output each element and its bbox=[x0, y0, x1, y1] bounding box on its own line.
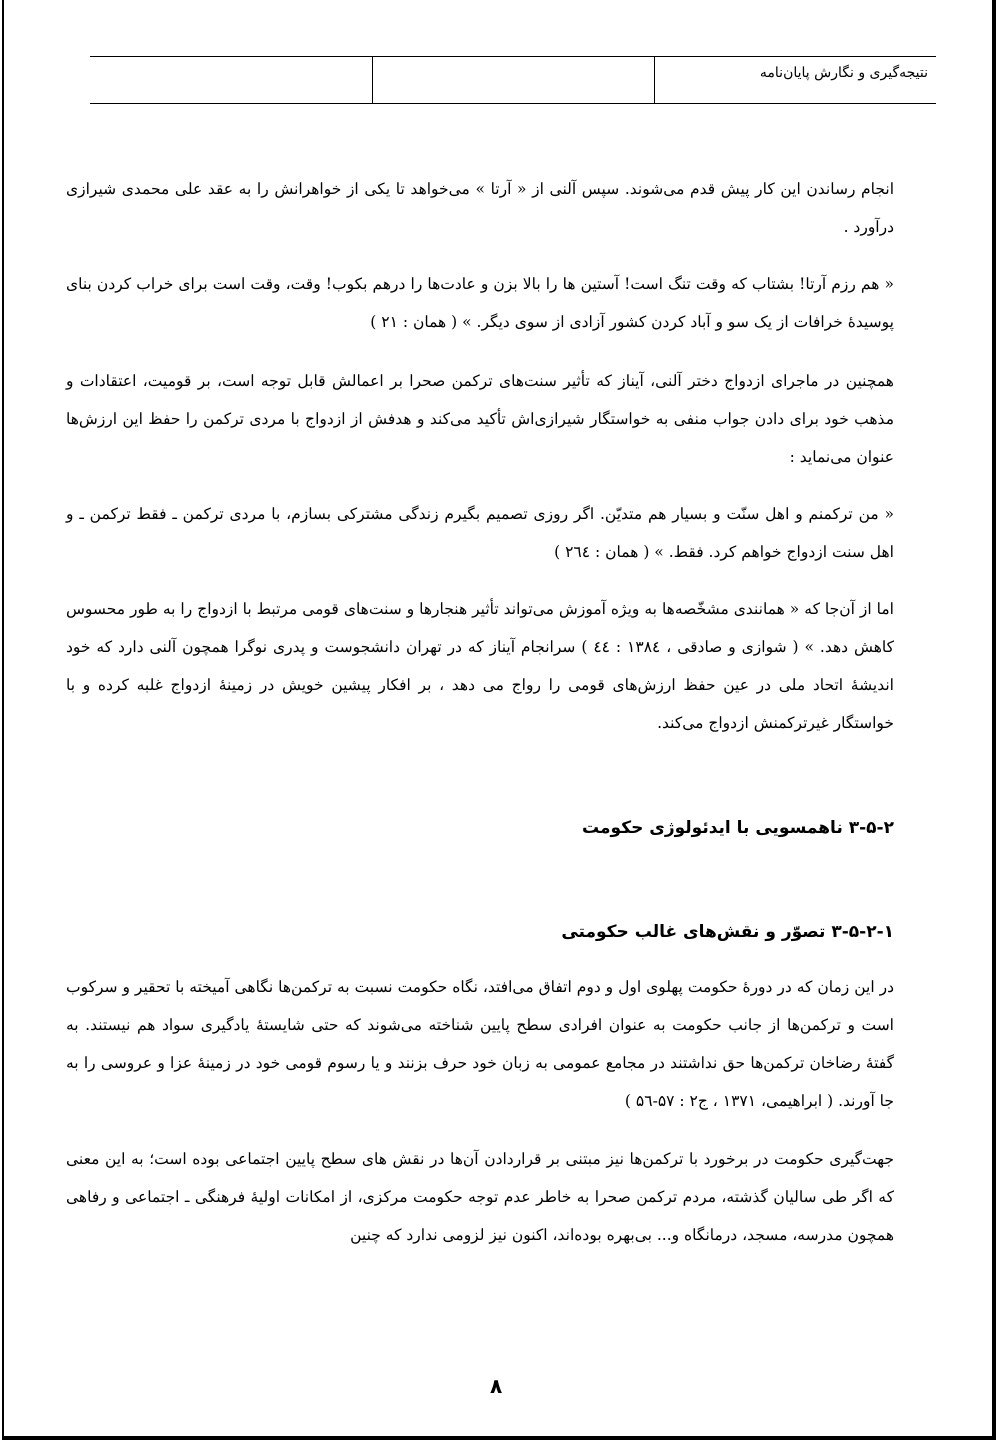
paragraph: در این زمان که در دورهٔ حکومت پهلوی اول و دوم اتفاق می‌افتد، نگاه حکومت نسبت به ترکمن‌ها نگاهی آمیخته با تحقیر و سرکوب است و ترکمن‌ها از جانب حکومت به عنوان افرادی سطح پایین شناخته می‌شوند که حتی شایستهٔ یادگیری سواد هم نیستند. به گفتهٔ رضاخان ترکمن‌ها حق نداشتند در مجامع عمومی به زبان خود حرف بزنند و یا رسوم قومی خود در زمینهٔ عزا و عروسی را به جا آورند. ( ابراهیمی، ۱۳۷۱ ، ج۲ : ۵۷-۵٦ ) bbox=[66, 978, 894, 1110]
table-cell bbox=[372, 57, 654, 104]
paragraph: جهت‌گیری حکومت در برخورد با ترکمن‌ها نیز مبتنی بر قراردادن آن‌ها در نقش های سطح پایین اجتماعی بوده است؛ به این معنی که اگر طی سالیان گذشته، مردم ترکمن صحرا به خاطر عدم توجه حکومت مرکزی، از امکانات اولیهٔ فرهنگی ـ اجتماعی و رفاهی همچون مدرسه، مسجد، درمانگاه و... بی‌بهره بوده‌اند، اکنون نیز لزومی ندارد که چنین bbox=[66, 1150, 894, 1244]
page-border-left bbox=[2, 0, 4, 1438]
quote-paragraph: « من ترکمنم و اهل سنّت و بسیار هم متدیّن. اگر روزی تصمیم بگیرم زندگی مشترکی بسازم، با مردی ترکمن ـ فقط ترکمن ـ و اهل سنت ازدواج خواهم کرد. فقط. » ( همان : ۲٦٤ ) bbox=[66, 505, 894, 561]
page-border-right bbox=[992, 0, 996, 1440]
section-heading: ۳-۵-۲ ناهمسویی با ایدئولوژی حکومت bbox=[582, 818, 894, 838]
schedule-table bbox=[90, 56, 936, 104]
page-border-bottom bbox=[2, 1436, 996, 1440]
paragraph: اما از آن‌جا که « همانندی مشخّصه‌ها به ویژه آموزش می‌تواند تأثیر هنجارها و سنت‌های قومی مرتبط با ازدواج را به طور محسوس کاهش دهد. » ( شوازی و صادقی ، ۱۳۸٤ : ٤٤ ) سرانجام آیناز که در تهران دانشجوست و پدری نوگرا همچون آلنی دارد که خود اندیشهٔ اتحاد ملی در عین حفظ ارزش‌های قومی را رواج می دهد ، بر افکار پیشین خویش در زمینهٔ ازدواج غلبه کرده و با خواستگار غیرترکمنش ازدواج می‌کند. bbox=[66, 600, 894, 732]
quote-paragraph: « هم رزم آرتا! بشتاب که وقت تنگ است! آستین ها را بالا بزن و عادت‌ها را درهم بکوب! وقت، وقت است برای خراب کردن بنای پوسیدهٔ خرافات از یک سو و آباد کردن کشور آزادی از سوی دیگر. » ( همان : ۲۱ ) bbox=[66, 275, 894, 331]
paragraph: انجام رساندن این کار پیش قدم می‌شوند. سپس آلنی از « آرتا » می‌خواهد تا یکی از خواهرانش را به عقد علی محمدی شیرازی درآورد . bbox=[66, 180, 894, 236]
paragraph: همچنین در ماجرای ازدواج دختر آلنی، آیناز که تأثیر سنت‌های ترکمن صحرا بر اعمالش قابل توجه است، بر قومیت، اعتقادات و مذهب خود برای دادن جواب منفی به خواستگار شیرازی‌اش تأکید می‌کند و هدفش از ازدواج با مردی ترکمن را حفظ این ارزش‌ها عنوان می‌نماید : bbox=[66, 372, 894, 466]
table-cell bbox=[90, 57, 372, 104]
table-row bbox=[90, 57, 936, 104]
subsection-heading: ۳-۵-۲-۱ تصوّر و نقش‌های غالب حکومتی bbox=[561, 922, 894, 942]
table-cell-task: نتیجه‌گیری و نگارش پایان‌نامه bbox=[654, 57, 936, 104]
page-number: ۸ bbox=[490, 1374, 503, 1398]
